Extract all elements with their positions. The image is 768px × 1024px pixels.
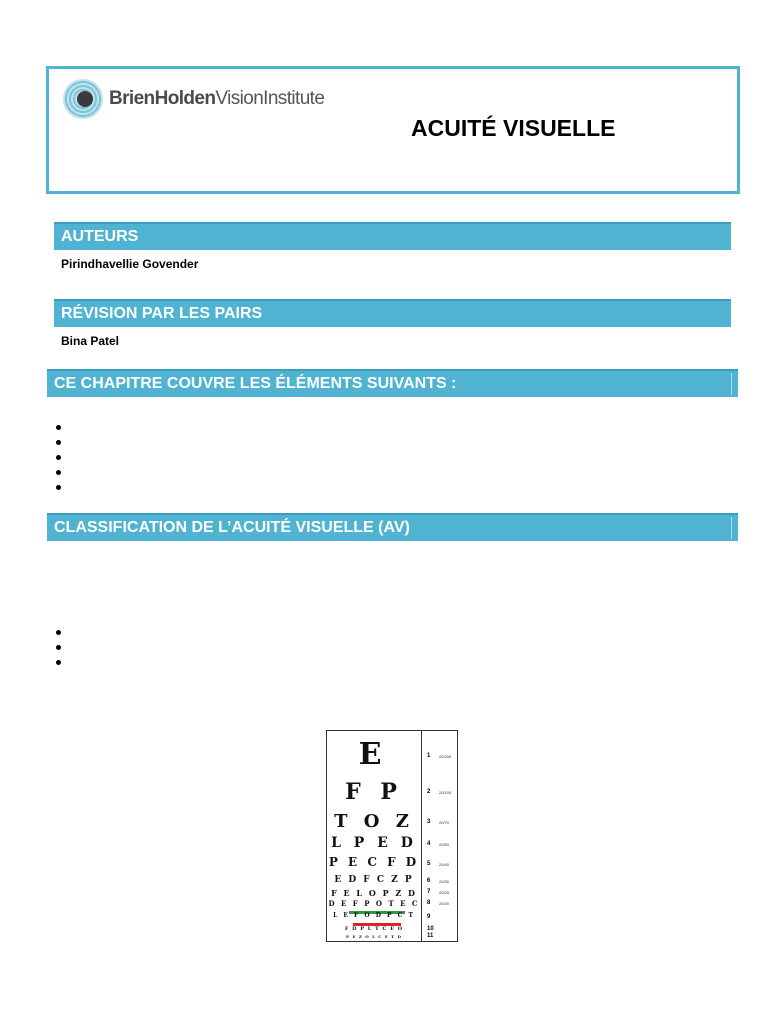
acuity-label: 20/70 (439, 820, 450, 825)
line-number: 1 (427, 753, 431, 759)
acuity-label: 20/20 (439, 901, 450, 906)
acuity-label: 20/200 (439, 754, 452, 759)
line-number: 5 (427, 861, 431, 867)
line-number: 11 (427, 933, 434, 939)
line-number: 8 (427, 900, 431, 906)
eye-chart-row: L E F O D P C T (333, 912, 415, 919)
document-header (46, 66, 740, 194)
section-heading-chapter-covers: CE CHAPITRE COUVRE LES ÉLÉMENTS SUIVANTS : (47, 369, 738, 397)
eye-logo-icon (63, 79, 103, 119)
reviewer-name: Bina Patel (61, 334, 120, 348)
chart-divider (421, 731, 422, 941)
acuity-label: 20/50 (439, 842, 450, 847)
line-number: 3 (427, 819, 431, 825)
snellen-eye-chart (326, 730, 458, 942)
eye-chart-row: L P E D (331, 835, 417, 851)
line-number: 10 (427, 926, 434, 932)
eye-chart-row: E D F C Z P (334, 875, 414, 885)
line-number: 4 (427, 841, 431, 847)
brien-holden-logo (63, 79, 324, 119)
heading-edge-line (731, 517, 732, 539)
document-title: ACUITÉ VISUELLE (411, 115, 616, 141)
line-number: 2 (427, 789, 431, 795)
logo-text: BrienHoldenVisionInstitute (109, 88, 325, 109)
eye-chart-row: T O Z (334, 811, 414, 832)
acuity-label: 20/40 (439, 862, 450, 867)
eye-chart-row: F E L O P Z D (331, 888, 417, 898)
section-heading-authors: AUTEURS (54, 222, 731, 250)
line-number: 6 (427, 878, 431, 884)
eye-chart-row: E (358, 737, 390, 772)
eye-chart-row: F D P L T C E O (344, 926, 404, 932)
acuity-label: 20/25 (439, 890, 450, 895)
section-heading-peer-review: RÉVISION PAR LES PAIRS (54, 299, 731, 327)
acuity-label: 20/100 (439, 790, 452, 795)
line-number: 7 (427, 889, 431, 895)
section-heading-classification: CLASSIFICATION DE L’ACUITÉ VISUELLE (AV) (47, 513, 738, 541)
acuity-label: 20/30 (439, 879, 450, 884)
line-number: 9 (427, 914, 431, 920)
eye-chart-row: P E Z O L C F T D (346, 934, 402, 939)
heading-edge-line (731, 373, 732, 395)
author-name: Pirindhavellie Govender (61, 257, 199, 271)
eye-chart-row: D E F P O T E C (328, 899, 420, 908)
eye-chart-row: F P (345, 779, 403, 805)
eye-chart-row: P E C F D (328, 855, 420, 869)
